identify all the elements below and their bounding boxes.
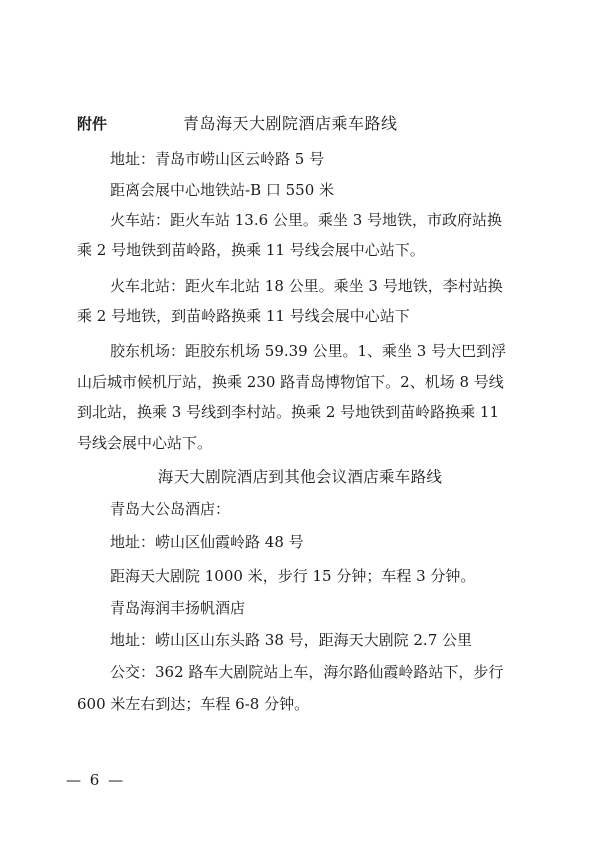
hotel-distance: 距海天大剧院 1000 米，步行 15 分钟；车程 3 分钟。 [110,567,476,585]
document-title: 青岛海天大剧院酒店乘车路线 [183,114,398,133]
bus-route-line: 600 米左右到达；车程 6-8 分钟。 [77,695,310,713]
paragraph-line: 乘 2 号地铁到苗岭路，换乘 11 号线会展中心站下。 [77,241,425,259]
metro-distance: 距离会展中心地铁站-B 口 550 米 [110,181,335,199]
bus-route-line: 公交：362 路车大剧院站上车，海尔路仙霞岭路站下，步行 [110,663,504,681]
section-title: 海天大剧院酒店到其他会议酒店乘车路线 [157,468,443,486]
paragraph-line: 火车站：距火车站 13.6 公里。乘坐 3 号地铁，市政府站换 [110,211,503,229]
paragraph-line: 乘 2 号地铁，到苗岭路换乘 11 号线会展中心站下 [77,307,410,325]
attachment-label: 附件 [77,115,108,133]
hotel-address: 地址：青岛市崂山区云岭路 5 号 [110,150,325,168]
paragraph-line: 山后城市候机厅站，换乘 230 路青岛博物馆下。2、机场 8 号线 [77,373,504,391]
paragraph-line: 胶东机场：距胶东机场 59.39 公里。1、乘坐 3 号大巴到浮 [110,342,507,360]
hotel-address: 地址：崂山区山东头路 38 号，距海天大剧院 2.7 公里 [110,631,473,649]
heading-row [77,112,547,136]
page-number: — 6 — [66,771,126,789]
hotel-address: 地址：崂山区仙霞岭路 48 号 [110,533,304,551]
paragraph-line: 火车北站：距火车北站 18 公里。乘坐 3 号地铁，李村站换 [110,277,503,295]
hotel-name: 青岛海润丰扬帆酒店 [110,599,246,617]
hotel-name: 青岛大公岛酒店： [110,500,231,518]
paragraph-line: 到北站，换乘 3 号线到李村站。换乘 2 号地铁到苗岭路换乘 11 [77,403,500,421]
paragraph-line: 号线会展中心站下。 [77,434,213,452]
